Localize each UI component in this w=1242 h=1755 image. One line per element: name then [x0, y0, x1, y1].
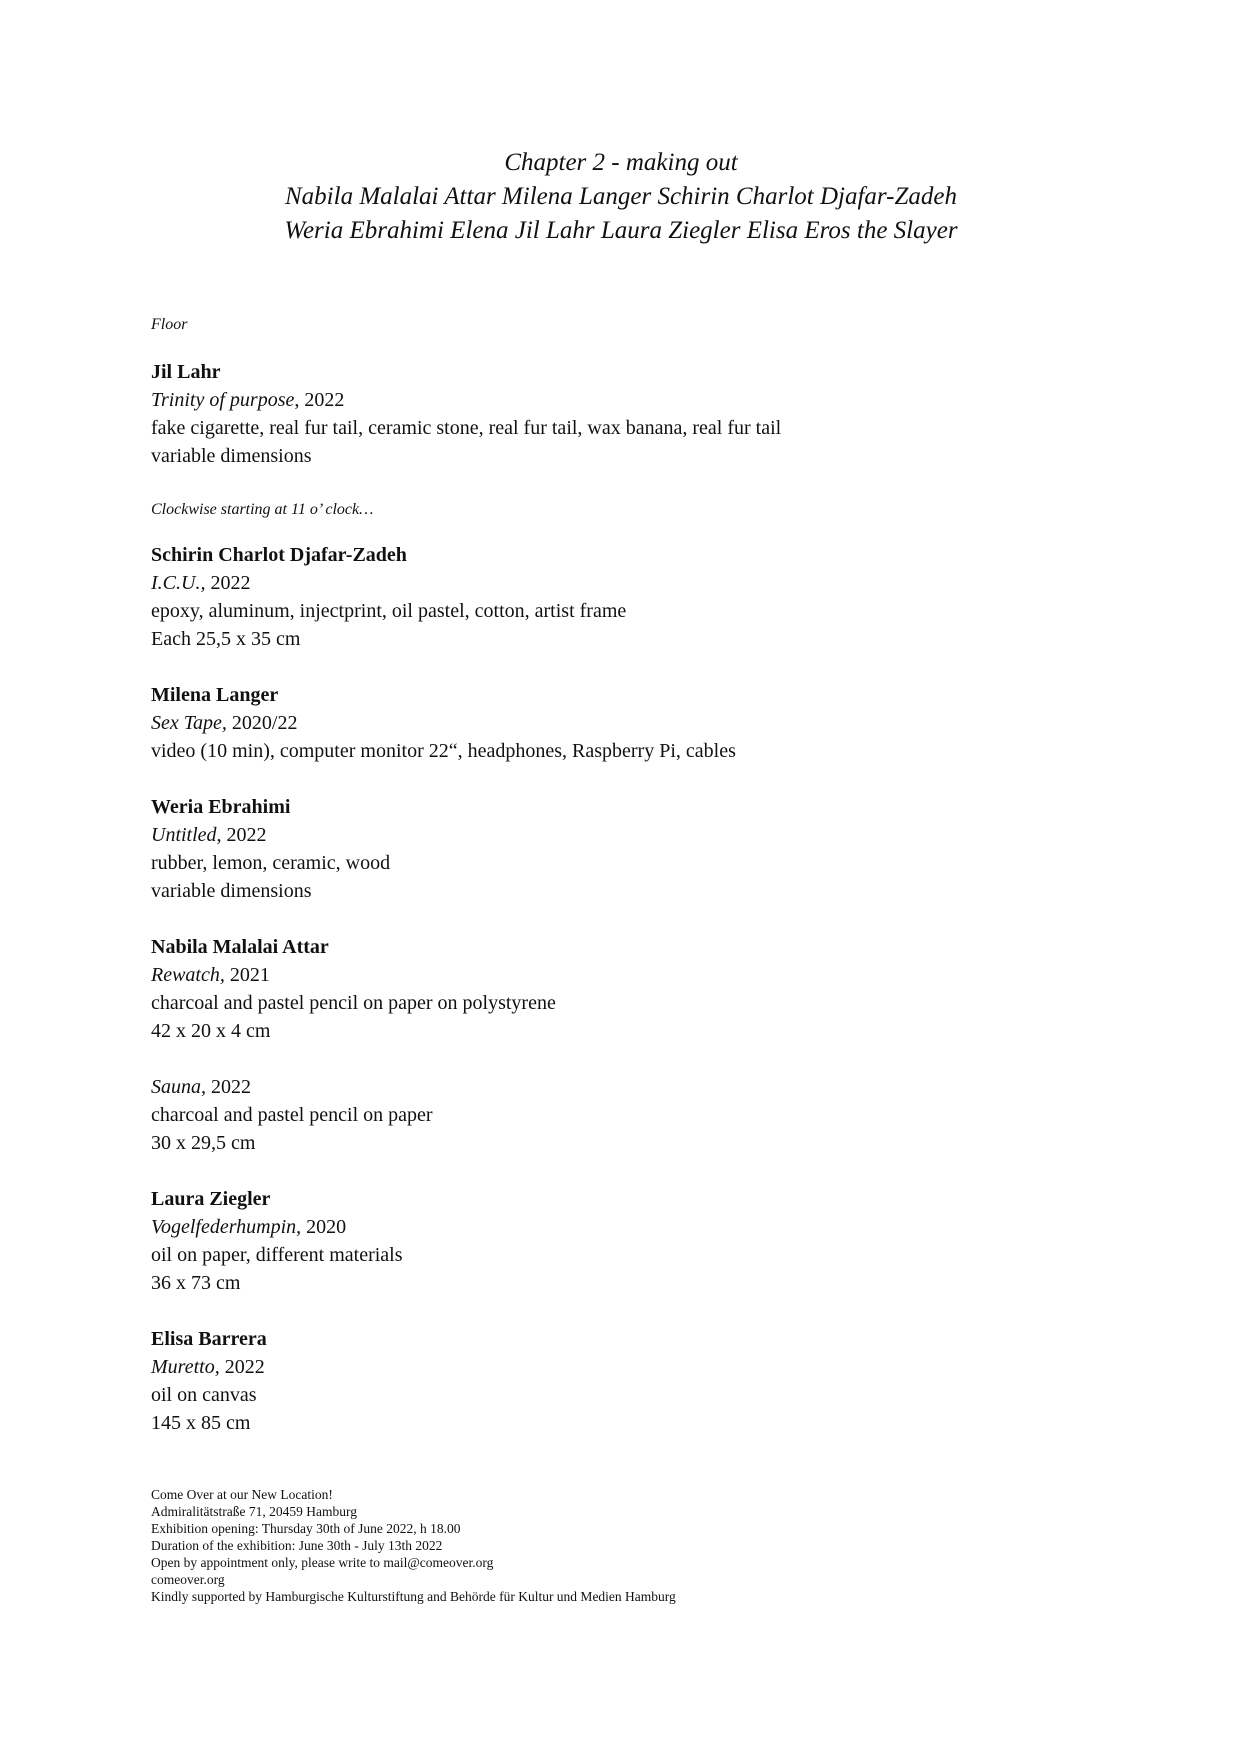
artist-name: Weria Ebrahimi	[151, 796, 291, 818]
work-materials: charcoal and pastel pencil on paper	[151, 1104, 433, 1126]
footer-opening: Exhibition opening: Thursday 30th of June 2022, h 18.00	[151, 1521, 461, 1536]
work-title-line	[151, 1213, 1151, 1241]
chapter-title: Chapter 2 - making out	[504, 149, 738, 176]
artist-name: Elisa Barrera	[151, 1328, 267, 1350]
work-materials: charcoal and pastel pencil on paper on polystyrene	[151, 992, 556, 1014]
work-title: Sex Tape,	[151, 712, 227, 734]
work-entry-weria-ebrahimi	[151, 793, 1151, 905]
work-dimensions: 30 x 29,5 cm	[151, 1132, 256, 1154]
artist-name: Laura Ziegler	[151, 1188, 271, 1210]
artist-name: Nabila Malalai Attar	[151, 936, 329, 958]
footer-info	[151, 1486, 1151, 1605]
work-dimensions: 36 x 73 cm	[151, 1272, 241, 1294]
work-materials: oil on canvas	[151, 1384, 257, 1406]
chapter-header	[0, 146, 1242, 248]
work-year: , 2022	[216, 824, 267, 846]
work-title: Vogelfederhumpin,	[151, 1216, 302, 1238]
work-entry-nabila-malalai-attar-sauna	[151, 1073, 1151, 1157]
work-list	[151, 313, 1151, 1437]
work-year: 2020/22	[226, 712, 298, 734]
artist-names-line-2: Weria Ebrahimi Elena Jil Lahr Laura Ziegler Elisa Eros the Slayer	[284, 217, 958, 244]
work-dimensions: variable dimensions	[151, 880, 312, 902]
work-title: Sauna,	[151, 1076, 206, 1098]
work-title-line	[151, 386, 1151, 414]
artist-name: Jil Lahr	[151, 361, 221, 383]
clockwise-label: Clockwise starting at 11 o’ clock…	[151, 501, 374, 518]
work-dimensions: 145 x 85 cm	[151, 1412, 251, 1434]
work-year: 2022	[205, 572, 251, 594]
work-title-line	[151, 569, 1151, 597]
work-entry-schirin-charlot-djafar-zadeh	[151, 541, 1151, 653]
work-year: 2022	[206, 1076, 251, 1098]
work-entry-milena-langer	[151, 681, 1151, 765]
work-materials: video (10 min), computer monitor 22“, headphones, Raspberry Pi, cables	[151, 740, 736, 762]
work-materials: rubber, lemon, ceramic, wood	[151, 852, 391, 874]
work-dimensions: Each 25,5 x 35 cm	[151, 628, 301, 650]
work-entry-jil-lahr	[151, 358, 1151, 470]
artist-names-line-1: Nabila Malalai Attar Milena Langer Schirin Charlot Djafar-Zadeh	[285, 183, 957, 210]
floor-label: Floor	[151, 316, 188, 333]
work-title: Trinity of purpose	[151, 389, 295, 411]
work-title: I.C.U.,	[151, 572, 206, 594]
artist-name: Schirin Charlot Djafar-Zadeh	[151, 544, 407, 566]
work-year: 2021	[224, 964, 270, 986]
footer-duration: Duration of the exhibition: June 30th - July 13th 2022	[151, 1538, 443, 1553]
work-entry-elisa-barrera	[151, 1325, 1151, 1437]
work-year: 2020	[301, 1216, 347, 1238]
artist-name: Milena Langer	[151, 684, 279, 706]
work-dimensions: 42 x 20 x 4 cm	[151, 1020, 271, 1042]
footer-support: Kindly supported by Hamburgische Kulturstiftung and Behörde für Kultur und Medien Hamburg	[151, 1589, 676, 1604]
footer-appointment: Open by appointment only, please write to mail@comeover.org	[151, 1555, 494, 1570]
work-title: Untitled	[151, 824, 217, 846]
work-title-line	[151, 1073, 1151, 1101]
footer-website: comeover.org	[151, 1572, 225, 1587]
work-entry-laura-ziegler	[151, 1185, 1151, 1297]
work-title: Rewatch,	[151, 964, 225, 986]
footer-headline: Come Over at our New Location!	[151, 1487, 333, 1502]
work-title: Muretto,	[151, 1356, 220, 1378]
work-entry-nabila-malalai-attar-rewatch	[151, 933, 1151, 1045]
work-title-line	[151, 961, 1151, 989]
work-year: , 2022	[294, 389, 345, 411]
work-title-line	[151, 1353, 1151, 1381]
work-dimensions: variable dimensions	[151, 445, 312, 467]
work-materials: epoxy, aluminum, injectprint, oil pastel, cotton, artist frame	[151, 600, 627, 622]
work-title-line	[151, 709, 1151, 737]
work-materials: fake cigarette, real fur tail, ceramic stone, real fur tail, wax banana, real fur tail	[151, 417, 782, 439]
work-title-line	[151, 821, 1151, 849]
work-year: 2022	[219, 1356, 265, 1378]
footer-address: Admiralitätstraße 71, 20459 Hamburg	[151, 1504, 357, 1519]
work-materials: oil on paper, different materials	[151, 1244, 403, 1266]
